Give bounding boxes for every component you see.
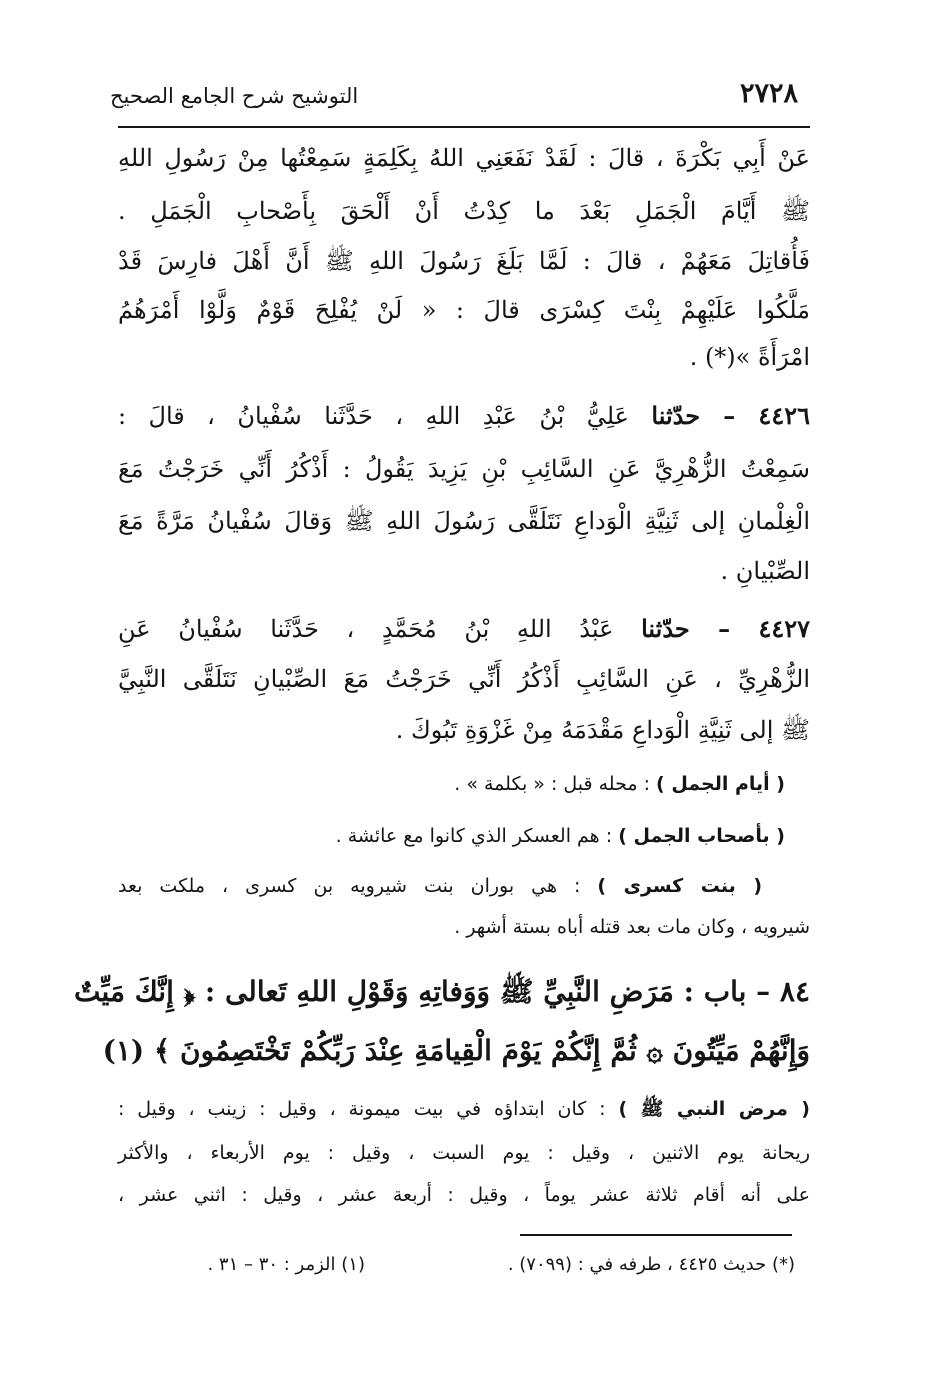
commentary-text: : كان ابتداؤه في بيت ميمونة ، وقيل : زينب ، وقيل :	[118, 1098, 619, 1120]
hadith-line: ﷺ إلى ثَنِيَّةِ الْوَداعِ مَقْدَمَهُ مِنْ غَزْوَةِ تَبُوكَ .	[395, 716, 810, 744]
hadith-text: عَبْدُ اللهِ بْنُ مُحَمَّدٍ ، حَدَّثَنا سُفْيانُ عَنِ	[118, 615, 614, 643]
running-header-title: التوشيح شرح الجامع الصحيح	[110, 84, 359, 108]
hadith-line: سَمِعْتُ الزُّهْرِيَّ عَنِ السَّائِبِ بْنِ يَزِيدَ يَقُولُ : أَذْكُرُ أَنِّي خَرَجْتُ مَعَ	[118, 455, 810, 483]
chapter-heading-line: ٨٤ – باب : مَرَضِ النَّبِيِّ ﷺ وَوَفاتِهِ وَقَوْلِ اللهِ تَعالى : ﴿ إِنَّكَ مَيِّتٌ	[74, 975, 810, 1008]
hadith-text: عَلِيُّ بْنُ عَبْدِ اللهِ ، حَدَّثَنا سُفْيانُ ، قالَ :	[118, 402, 629, 430]
page-number: ٢٧٢٨	[740, 78, 799, 109]
commentary-term: ( بأصحاب الجمل )	[618, 825, 785, 847]
commentary-line: ريحانة يوم الاثنين ، وقيل : يوم السبت ، وقيل : يوم الأربعاء ، والأكثر	[118, 1142, 810, 1164]
footnote-rule	[520, 1234, 792, 1236]
commentary-line: شيرويه ، وكان مات بعد قتله أباه بستة أشهر .	[454, 916, 810, 938]
commentary-entry	[118, 871, 762, 901]
hadith-4427-first-line	[118, 612, 810, 646]
commentary-entry	[118, 1094, 810, 1124]
commentary-entry	[454, 769, 785, 799]
footnote-star: (*) حديث ٤٤٢٥ ، طرفه في : (٧٠٩٩) .	[507, 1254, 795, 1275]
commentary-term: ( مرض النبي ﷺ )	[618, 1098, 810, 1120]
commentary-text: : محله قبل : « بكلمة » .	[454, 773, 657, 795]
hadith-line: امْرَأَةً »(*) .	[689, 343, 810, 371]
chapter-heading-line: وَإِنَّهُمْ مَيِّتُونَ ۞ ثُمَّ إِنَّكُمْ يَوْمَ الْقِيامَةِ عِنْدَ رَبِّكُمْ تَخْتَصِمُونَ ﴾ (١)	[102, 1034, 810, 1067]
hadith-line: الصِّبْيانِ .	[720, 557, 810, 585]
commentary-term: ( بنت كسرى )	[597, 875, 763, 897]
header-rule	[118, 126, 810, 128]
commentary-text: : هي بوران بنت شيرويه بن كسرى ، ملكت بعد	[118, 875, 598, 897]
hadith-line: الْغِلْمانِ إلى ثَنِيَّةِ الْوَداعِ نَتَلَقَّى رَسُولَ اللهِ ﷺ وَقالَ سُفْيانُ مَرَّةً مَعَ	[118, 507, 810, 535]
commentary-term: ( أيام الجمل )	[656, 773, 785, 795]
hadith-line: مَلَّكُوا عَلَيْهِمْ بِنْتَ كِسْرَى قالَ : « لَنْ يُفْلِحَ قَوْمٌ وَلَّوْا أَمْرَهُمُ	[118, 296, 810, 324]
footnote-one: (١) الزمر : ٣٠ – ٣١ .	[207, 1254, 365, 1275]
commentary-text: : هم العسكر الذي كانوا مع عائشة .	[335, 825, 619, 847]
hadith-line: فَأُقاتِلَ مَعَهُمْ ، قالَ : لَمَّا بَلَغَ رَسُولَ اللهِ ﷺ أَنَّ أَهْلَ فارِسَ قَدْ	[118, 247, 810, 275]
hadith-line: ﷺ أَيَّامَ الْجَمَلِ بَعْدَ ما كِدْتُ أَنْ أَلْحَقَ بِأَصْحابِ الْجَمَلِ .	[118, 197, 810, 225]
hadith-line: عَنْ أَبِي بَكْرَةَ ، قالَ : لَقَدْ نَفَعَنِي اللهُ بِكَلِمَةٍ سَمِعْتُها مِنْ رَسُولِ اللهِ	[118, 144, 810, 172]
hadith-line: الزُّهْرِيِّ ، عَنِ السَّائِبِ أَذْكُرُ أَنِّي خَرَجْتُ مَعَ الصِّبْيانِ نَتَلَقَّى النَّبِيَّ	[118, 665, 810, 693]
hadith-number: ٤٤٢٧ – حدّثنا	[641, 614, 810, 643]
hadith-4426-first-line	[118, 399, 810, 433]
commentary-entry	[336, 821, 785, 851]
hadith-number: ٤٤٢٦ – حدّثنا	[651, 401, 810, 430]
commentary-line: على أنه أقام ثلاثة عشر يوماً ، وقيل : أربعة عشر ، وقيل : اثني عشر ،	[118, 1184, 810, 1206]
